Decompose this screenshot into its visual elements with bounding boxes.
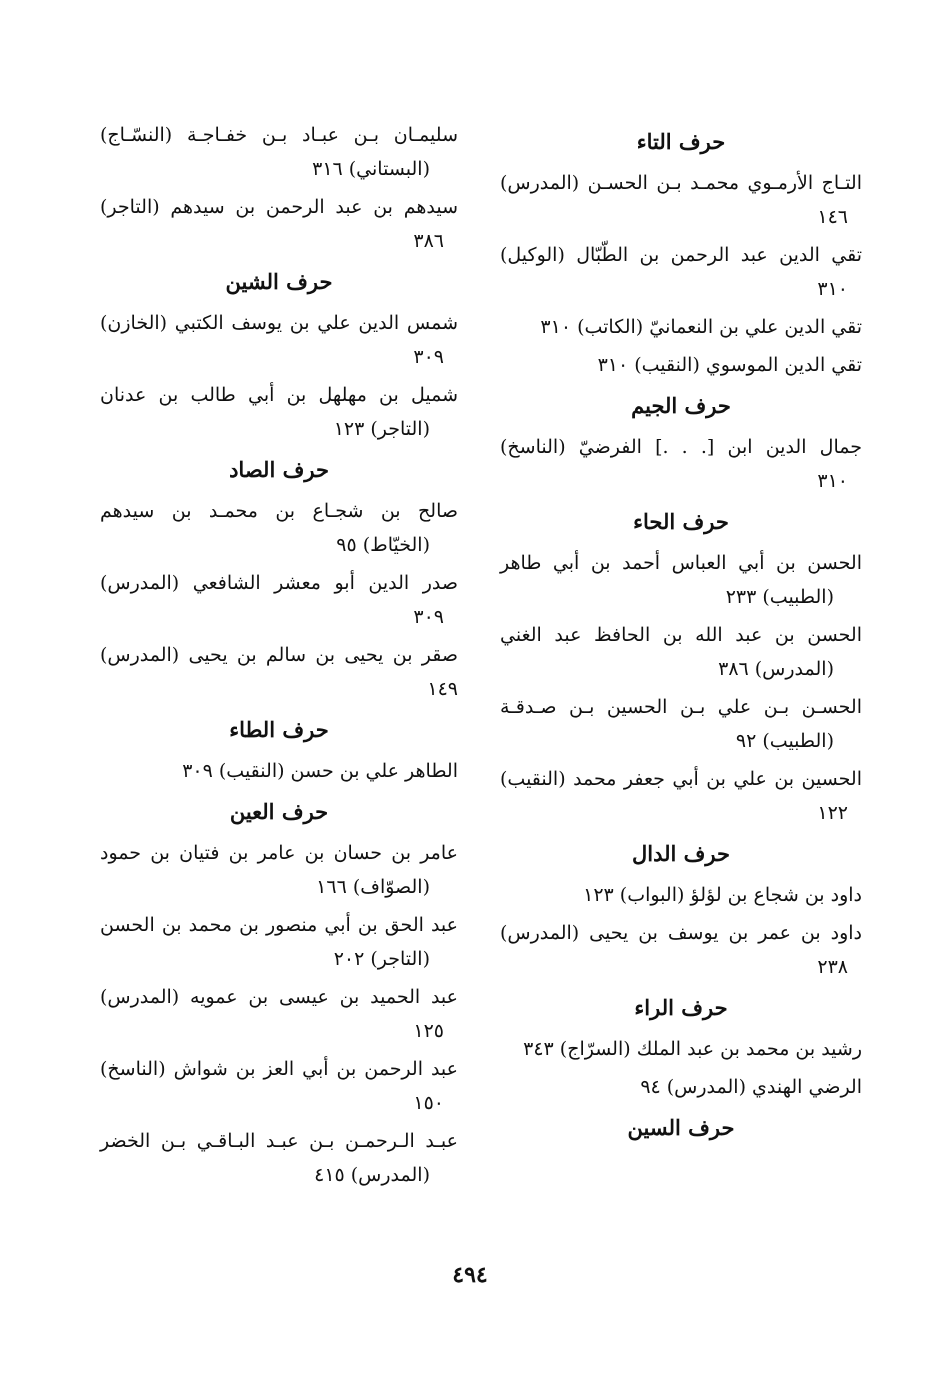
entry-name: تقي الدين علي بن النعمانيّ (الكاتب) ٣١٠ [540, 316, 862, 338]
entry-name: عبد الحميد بن عيسى بن عمويه (المدرس) [100, 986, 458, 1008]
index-entry [500, 1032, 862, 1066]
entry-continuation: ٣١٠ [817, 278, 848, 300]
section-heading: حرف الدال [632, 841, 730, 866]
index-entry [500, 878, 862, 912]
index-entry [500, 430, 862, 498]
index-entry [500, 310, 862, 344]
index-entry [500, 348, 862, 382]
page-number: ٤٩٤ [452, 1262, 488, 1288]
entry-name: شمس الدين علي بن يوسف الكتبي (الخازن) [100, 312, 458, 334]
entry-name: سليمـان بـن عبـاد بـن خفـاجـة (النسّـاج) [100, 124, 458, 146]
entry-continuation: (الطبيب) ٢٣٣ [725, 586, 834, 608]
index-entry [500, 166, 862, 234]
entry-continuation: ٣٠٩ [413, 346, 444, 368]
entry-name: صقر بن يحيى بن سالم بن يحيى (المدرس) ١٤٩ [100, 644, 458, 700]
index-entry [100, 306, 458, 374]
entry-name: الطاهر علي بن حسن (النقيب) ٣٠٩ [182, 760, 458, 782]
entry-name: داود بن عمر بن يوسف بن يحيى (المدرس) [500, 922, 862, 944]
index-entry [500, 238, 862, 306]
index-entry [100, 908, 458, 976]
entry-name: التـاج الأرمـوي محمـد بـن الحسـن (المدرس) [500, 172, 862, 194]
entry-continuation: ٢٣٨ [817, 956, 848, 978]
entry-name: الرضي الهندي (المدرس) ٩٤ [640, 1076, 862, 1098]
entry-name: الحسـن بـن علي بـن الحسين بـن صـدقـة [500, 696, 862, 718]
entry-continuation: ١٢٥ [413, 1020, 444, 1042]
entry-continuation: (التاجر) ١٢٣ [333, 418, 430, 440]
entry-name: عبـد الـرحمـن بـن عبـد البـاقـي بـن الخضر [100, 1130, 458, 1152]
entry-continuation: (الطبيب) ٩٢ [735, 730, 834, 752]
index-column-right [500, 118, 862, 1152]
index-entry [100, 566, 458, 634]
index-entry [500, 1070, 862, 1104]
section-heading: حرف التاء [636, 129, 726, 154]
section-heading: حرف الحاء [633, 509, 729, 534]
index-entry [100, 638, 458, 706]
entry-name: صدر الدين أبو معشر الشافعي (المدرس) [100, 572, 458, 594]
entry-continuation: (المدرس) ٤١٥ [314, 1164, 430, 1186]
entry-name: تقي الدين الموسوي (النقيب) ٣١٠ [597, 354, 862, 376]
index-entry [500, 618, 862, 686]
entry-name: صالح بن شجـاع بن محمـد بن سيدهم [100, 500, 458, 522]
entry-name: رشيد بن محمد بن عبد الملك (السرّاج) ٣٤٣ [523, 1038, 862, 1060]
entry-name: داود بن شجاع بن لؤلؤ (البواب) ١٢٣ [583, 884, 862, 906]
entry-continuation: (التاجر) ٢٠٢ [333, 948, 430, 970]
index-entry [100, 118, 458, 186]
index-entry [100, 1124, 458, 1192]
entry-continuation: (الخيّاط) ٩٥ [336, 534, 430, 556]
entry-continuation: ٣٨٦ [413, 230, 444, 252]
entry-continuation: ٣٠٩ [413, 606, 444, 628]
entry-continuation: (المدرس) ٣٨٦ [718, 658, 834, 680]
index-entry [100, 378, 458, 446]
entry-name: تقي الدين عبد الرحمن بن الطّبّال (الوكيل) [500, 244, 862, 266]
entry-name: الحسين بن علي بن أبي جعفر محمد (النقيب) [500, 768, 862, 790]
index-entry [100, 494, 458, 562]
entry-name: سيدهم بن عبد الرحمن بن سيدهم (التاجر) [100, 196, 458, 218]
index-column-left [100, 118, 458, 1196]
entry-continuation: ١٢٢ [817, 802, 848, 824]
entry-continuation: (البستاني) ٣١٦ [312, 158, 430, 180]
index-entry [100, 754, 458, 788]
entry-continuation: ٣١٠ [817, 470, 848, 492]
index-entry [100, 190, 458, 258]
entry-name: الحسن بن أبي العباس أحمد بن أبي طاهر [500, 552, 862, 574]
index-entry [500, 546, 862, 614]
index-entry [100, 836, 458, 904]
section-heading: حرف العين [229, 799, 329, 824]
entry-continuation: ١٥٠ [413, 1092, 444, 1114]
entry-name: عبد الحق بن أبي منصور بن محمد بن الحسن [100, 914, 458, 936]
section-heading: حرف الطاء [229, 717, 329, 742]
entry-continuation: ١٤٦ [817, 206, 848, 228]
entry-continuation: (الصوّاف) ١٦٦ [316, 876, 430, 898]
entry-name: عبد الرحمن بن أبي العز بن شواش (الناسخ) [100, 1058, 458, 1080]
section-heading: حرف الراء [634, 995, 728, 1020]
section-heading: حرف السين [627, 1115, 735, 1140]
entry-name: عامر بن حسان بن عامر بن فتيان بن حمود [100, 842, 458, 864]
entry-name: الحسن بن عبد الله بن الحافظ عبد الغني [500, 624, 862, 646]
index-entry [100, 1052, 458, 1120]
entry-name: شميل بن مهلهل بن أبي طالب بن عدنان [100, 384, 458, 406]
section-heading: حرف الشين [225, 269, 333, 294]
entry-name: جمال الدين ابن [. . .] الفرضيّ (الناسخ) [500, 436, 862, 458]
index-entry [100, 980, 458, 1048]
section-heading: حرف الجيم [631, 393, 731, 418]
section-heading: حرف الصاد [229, 457, 329, 482]
index-entry [500, 916, 862, 984]
index-entry [500, 762, 862, 830]
index-entry [500, 690, 862, 758]
